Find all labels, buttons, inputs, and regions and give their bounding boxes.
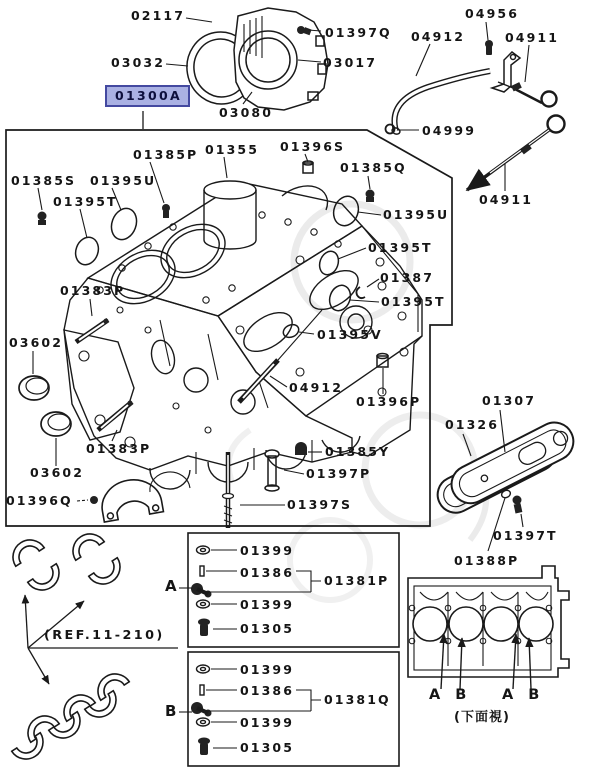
part-label-01397t: 01397T — [493, 528, 558, 543]
bearing-shells-drawing — [6, 527, 178, 765]
part-label-01395t-right2: 01395T — [381, 294, 446, 309]
part-label-01386-a: 01386 — [240, 565, 294, 580]
part-label-01385p: 01385P — [133, 147, 199, 162]
part-label-01387: 01387 — [380, 270, 434, 285]
rear-plate-assembly-drawing — [166, 8, 328, 110]
part-label-01385q: 01385Q — [340, 160, 407, 175]
part-label-01326: 01326 — [445, 417, 499, 432]
part-label-04999: 04999 — [422, 123, 476, 138]
part-label-04911-lower: 04911 — [479, 192, 533, 207]
bottom-view-note: (下面視) — [454, 710, 510, 725]
marker-a: A — [165, 577, 177, 595]
part-label-04911-top: 04911 — [505, 30, 559, 45]
bottom-view-drawing — [408, 566, 569, 689]
dipstick-assembly-drawing — [386, 22, 565, 191]
part-label-01395u-left: 01395U — [90, 173, 157, 188]
part-label-01381q: 01381Q — [324, 692, 391, 707]
part-label-01399-b2: 01399 — [240, 715, 294, 730]
part-label-01399-a2: 01399 — [240, 597, 294, 612]
part-label-01395v: 01395V — [317, 327, 383, 342]
part-label-04956: 04956 — [465, 6, 519, 21]
part-label-01386-b: 01386 — [240, 683, 294, 698]
part-label-01307: 01307 — [482, 393, 536, 408]
marker-ab-left: A B — [429, 687, 472, 703]
part-label-01399-a1: 01399 — [240, 543, 294, 558]
part-label-01395u-right: 01395U — [383, 207, 450, 222]
part-label-01397s: 01397S — [287, 497, 353, 512]
part-label-01396p: 01396P — [356, 394, 422, 409]
part-label-03602-lower: 03602 — [30, 465, 84, 480]
part-label-01383p-upper: 01383P — [60, 283, 126, 298]
part-label-01355: 01355 — [205, 142, 259, 157]
part-label-01397q: 01397Q — [325, 25, 392, 40]
part-label-01397p: 01397P — [306, 466, 372, 481]
part-label-03032: 03032 — [111, 55, 165, 70]
part-label-01385y: 01385Y — [325, 444, 391, 459]
part-label-01383p-lower: 01383P — [86, 441, 152, 456]
part-label-01381p: 01381P — [324, 573, 390, 588]
part-label-04912-inner: 04912 — [289, 380, 343, 395]
part-label-01388p: 01388P — [454, 553, 520, 568]
marker-b: B — [165, 702, 177, 720]
part-label-01385s: 01385S — [11, 173, 77, 188]
marker-ab-right: A B — [502, 687, 545, 703]
part-label-01305-b: 01305 — [240, 740, 294, 755]
part-label-02117: 02117 — [131, 8, 185, 23]
part-label-01305-a: 01305 — [240, 621, 294, 636]
part-label-03017: 03017 — [323, 55, 377, 70]
ref-note: (REF.11-210) — [44, 628, 165, 643]
part-label-01300a-selected[interactable]: 01300A — [105, 85, 190, 107]
part-label-01396q: 01396Q — [6, 493, 73, 508]
part-label-01395t-right1: 01395T — [368, 240, 433, 255]
part-label-04912-top: 04912 — [411, 29, 465, 44]
part-label-01399-b1: 01399 — [240, 662, 294, 677]
part-label-03080: 03080 — [219, 105, 273, 120]
part-label-01395t-left: 01395T — [53, 194, 118, 209]
part-label-03602-upper: 03602 — [9, 335, 63, 350]
part-label-01396s: 01396S — [280, 139, 346, 154]
